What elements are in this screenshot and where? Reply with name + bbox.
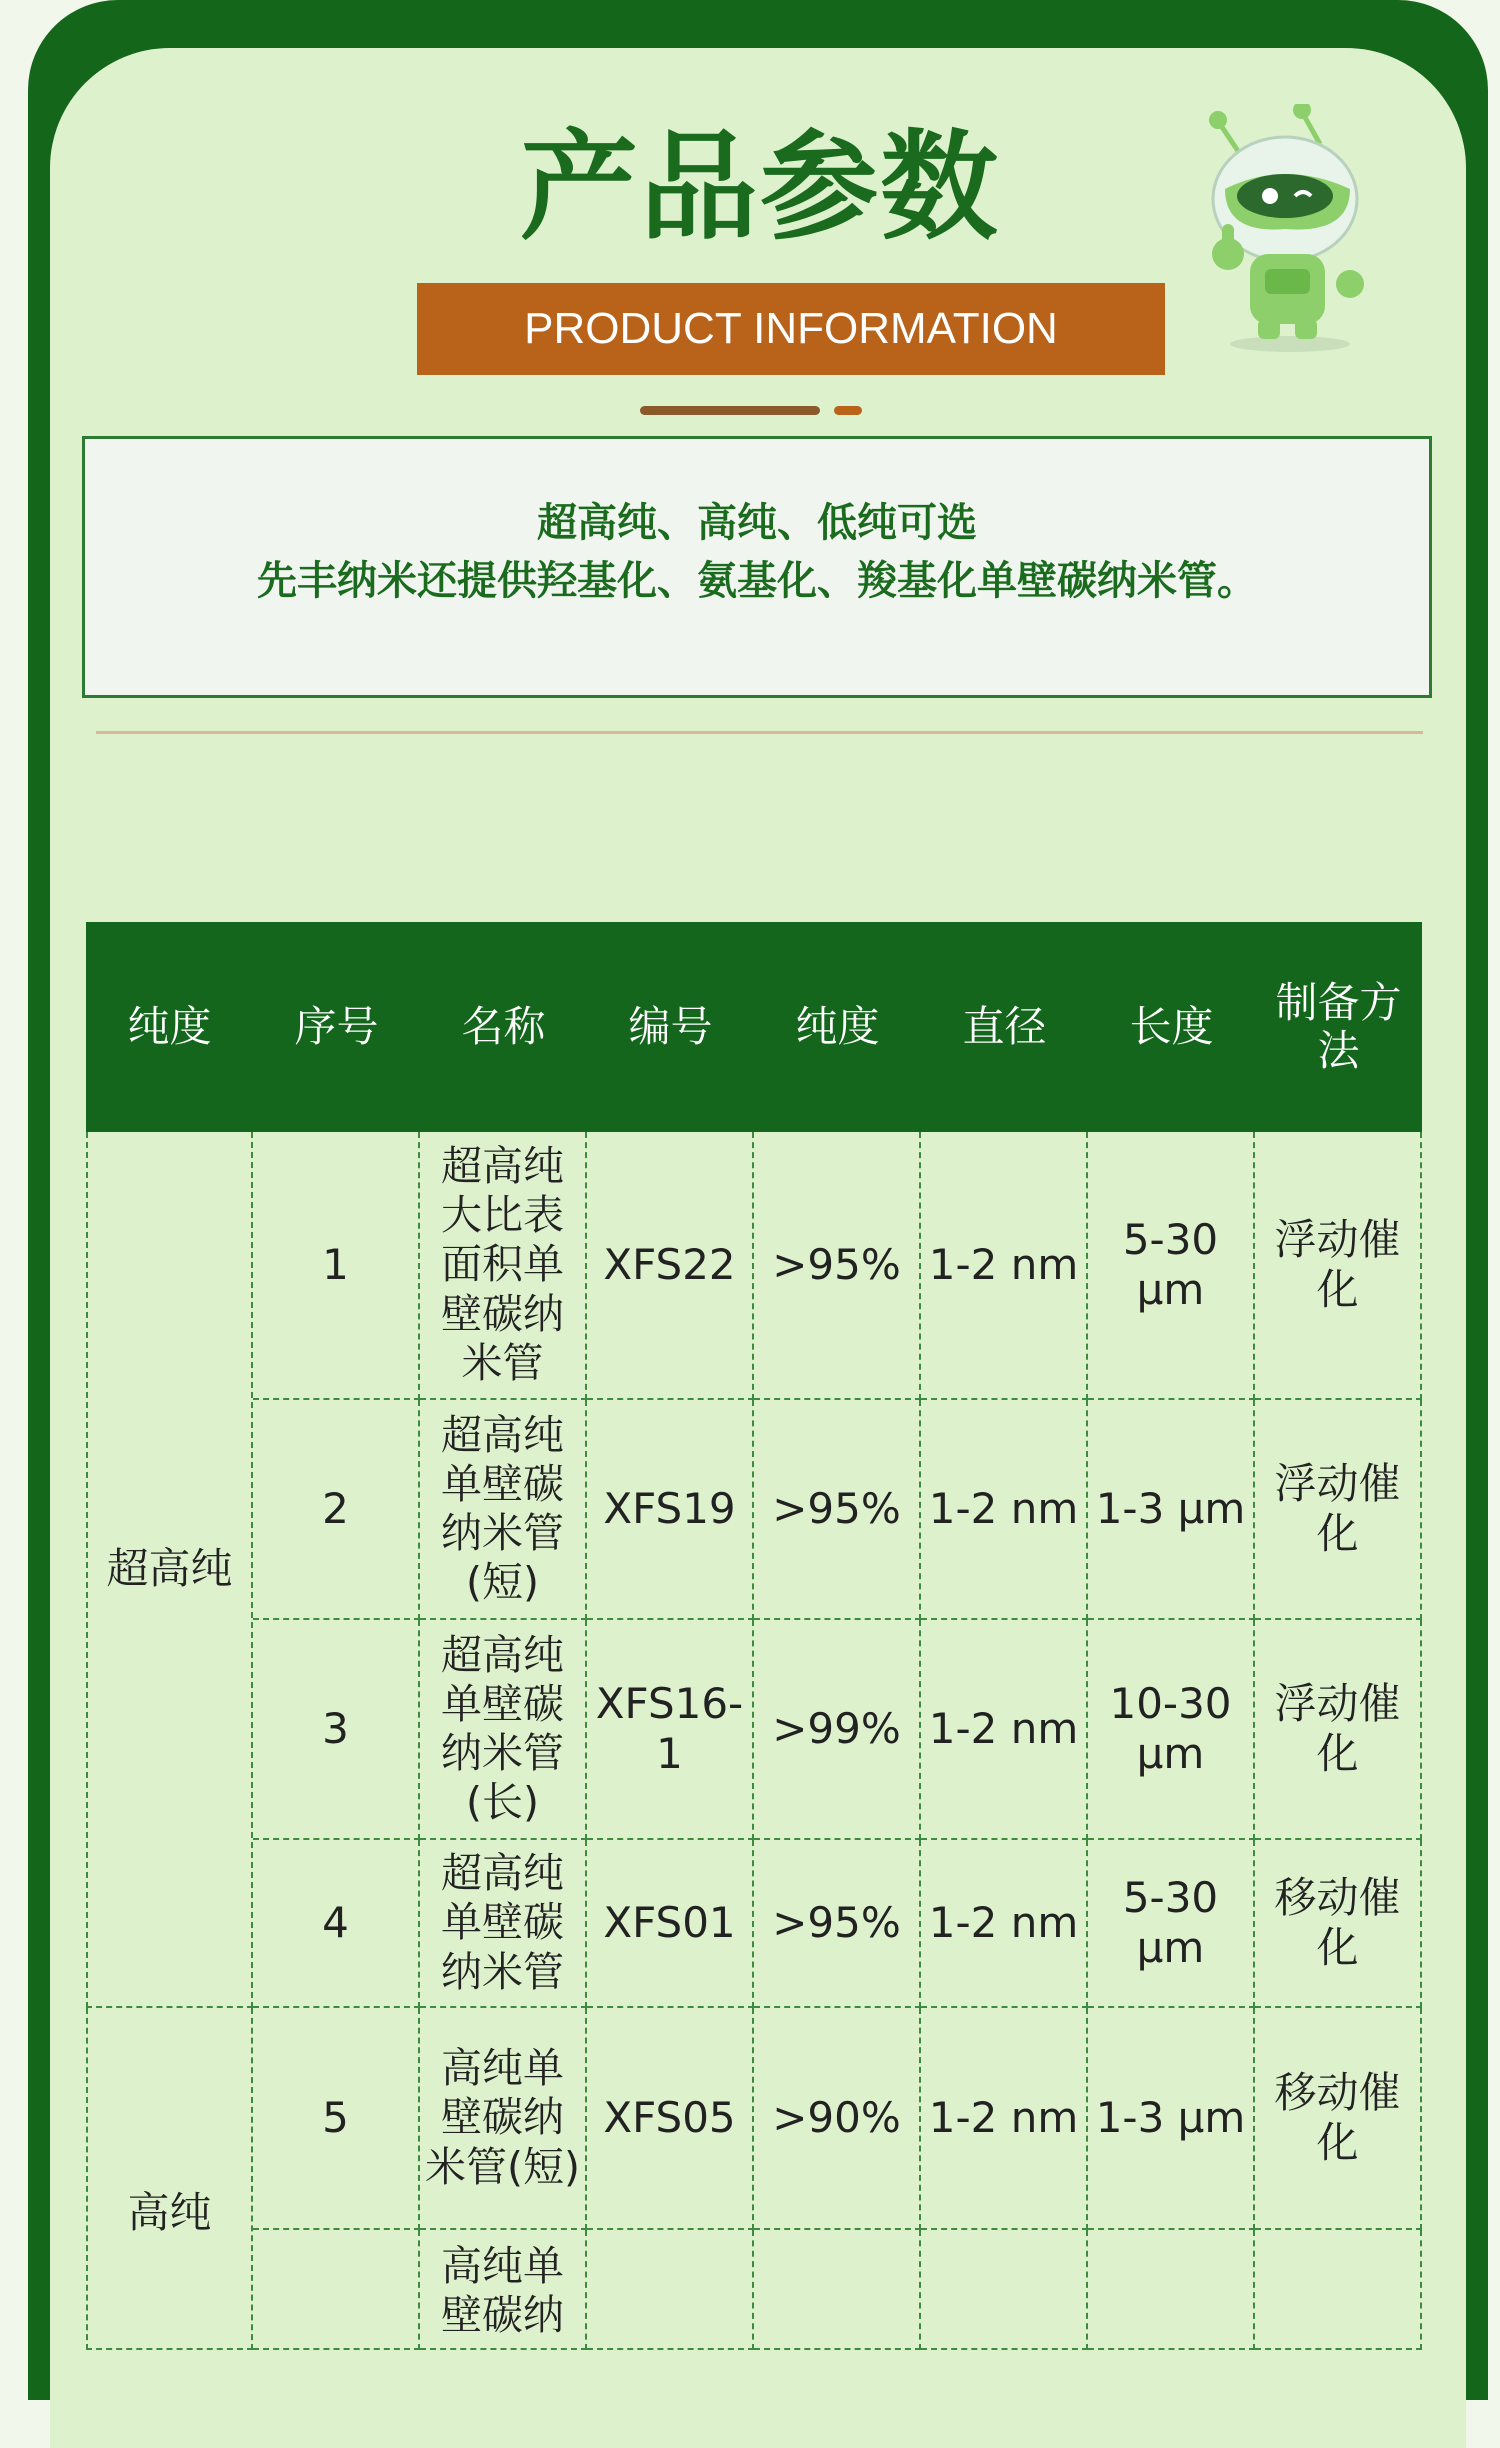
header-cell: 长度 (1129, 1001, 1214, 1051)
robot-mascot-icon (1190, 104, 1380, 354)
row-method: 浮动催化 (1255, 1400, 1422, 1620)
subtitle-banner: PRODUCT INFORMATION (417, 283, 1165, 375)
row-code (587, 2230, 754, 2350)
header-cell: 制备方法 (1275, 977, 1402, 1075)
row-name: 超高纯单壁碳纳米管 (420, 1840, 587, 2008)
row-method (1255, 2230, 1422, 2350)
header-cell: 直径 (962, 1001, 1047, 1051)
info-box (82, 436, 1432, 698)
row-name: 高纯单壁碳纳米管(短) (420, 2008, 587, 2230)
row-code: XFS22 (587, 1132, 754, 1400)
row-no: 2 (253, 1400, 420, 1620)
row-code: XFS05 (587, 2008, 754, 2230)
row-name: 高纯单壁碳纳 (420, 2230, 587, 2350)
row-no: 3 (253, 1620, 420, 1840)
row-purity: >90% (754, 2008, 921, 2230)
row-purity: >95% (754, 1840, 921, 2008)
row-no: 5 (253, 2008, 420, 2230)
row-length: 5-30 μm (1088, 1840, 1255, 2008)
divider-dot (834, 406, 862, 415)
header-cell: 纯度 (127, 1001, 212, 1051)
row-diameter: 1-2 nm (921, 1400, 1088, 1620)
row-method: 移动催化 (1255, 2008, 1422, 2230)
group-label: 高纯 (86, 2008, 253, 2350)
header-cell: 序号 (294, 1001, 379, 1051)
row-purity: >95% (754, 1132, 921, 1400)
group-label: 超高纯 (86, 1132, 253, 2008)
row-diameter: 1-2 nm (921, 1132, 1088, 1400)
header-cell: 纯度 (795, 1001, 880, 1051)
row-purity: >95% (754, 1400, 921, 1620)
row-purity: >99% (754, 1620, 921, 1840)
row-method: 浮动催化 (1255, 1132, 1422, 1400)
row-purity (754, 2230, 921, 2350)
info-line-1: 超高纯、高纯、低纯可选 (537, 500, 977, 546)
row-no: 1 (253, 1132, 420, 1400)
row-diameter: 1-2 nm (921, 2008, 1088, 2230)
row-name: 超高纯大比表面积单壁碳纳米管 (420, 1132, 587, 1400)
header-cell: 名称 (461, 1001, 546, 1051)
row-code: XFS01 (587, 1840, 754, 2008)
row-no: 4 (253, 1840, 420, 2008)
row-length: 5-30 μm (1088, 1132, 1255, 1400)
row-name: 超高纯单壁碳纳米管(短) (420, 1400, 587, 1620)
row-diameter: 1-2 nm (921, 1620, 1088, 1840)
row-diameter: 1-2 nm (921, 1840, 1088, 2008)
row-name: 超高纯单壁碳纳米管(长) (420, 1620, 587, 1840)
header-cell: 编号 (628, 1001, 713, 1051)
row-code: XFS19 (587, 1400, 754, 1620)
row-no (253, 2230, 420, 2350)
row-length: 1-3 μm (1088, 2008, 1255, 2230)
info-line-2: 先丰纳米还提供羟基化、氨基化、羧基化单壁碳纳米管。 (257, 558, 1257, 604)
table-header (86, 922, 1422, 1132)
product-table (86, 922, 1422, 2350)
row-code: XFS16-1 (587, 1620, 754, 1840)
page-title: 产品参数 (519, 118, 1000, 256)
row-method: 浮动催化 (1255, 1620, 1422, 1840)
section-divider (96, 731, 1423, 734)
row-length: 1-3 μm (1088, 1400, 1255, 1620)
row-diameter (921, 2230, 1088, 2350)
row-length (1088, 2230, 1255, 2350)
row-length: 10-30 μm (1088, 1620, 1255, 1840)
table-body (86, 1132, 1422, 2350)
row-method: 移动催化 (1255, 1840, 1422, 2008)
divider-decoration (640, 406, 820, 415)
